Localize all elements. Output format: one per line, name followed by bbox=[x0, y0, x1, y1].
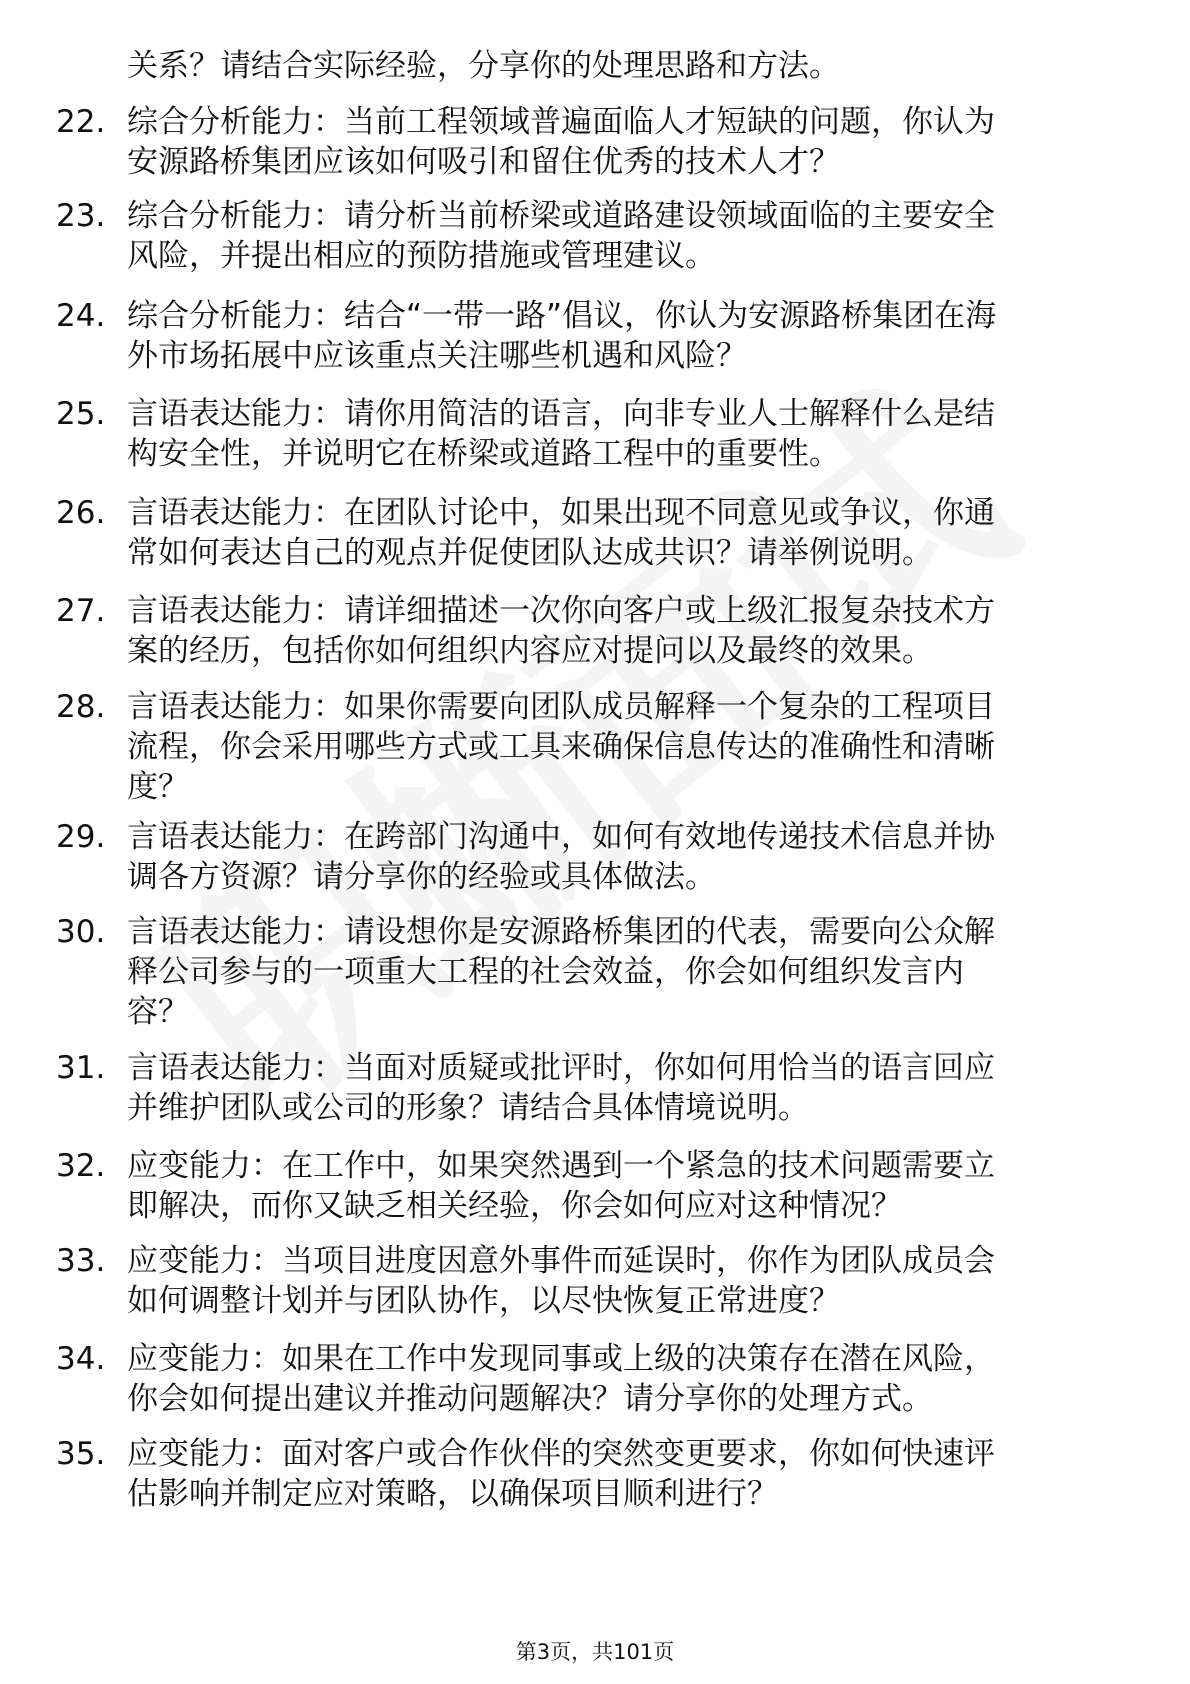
question-text bbox=[127, 1241, 1117, 1321]
question-line: 应变能力：当项目进度因意外事件而延误时，你作为团队成员会 bbox=[127, 1243, 995, 1279]
question-line: 言语表达能力：在跨部门沟通中，如何有效地传递技术信息并协 bbox=[127, 819, 995, 855]
question-number: 33. bbox=[56, 1243, 106, 1279]
question-line: 言语表达能力：请你用简洁的语言，向非专业人士解释什么是结 bbox=[127, 396, 995, 432]
question-number: 23. bbox=[56, 198, 106, 234]
question-number: 32. bbox=[56, 1148, 106, 1184]
question-line: 度？ bbox=[127, 769, 189, 805]
question-number: 35. bbox=[56, 1436, 106, 1472]
question-line: 构安全性，并说明它在桥梁或道路工程中的重要性。 bbox=[127, 436, 840, 472]
question-line: 应变能力：在工作中，如果突然遇到一个紧急的技术问题需要立 bbox=[127, 1148, 995, 1184]
question-text bbox=[127, 817, 1117, 897]
question-number: 31. bbox=[56, 1050, 106, 1086]
question-number: 26. bbox=[56, 495, 106, 531]
question-line: 应变能力：如果在工作中发现同事或上级的决策存在潜在风险， bbox=[127, 1341, 995, 1377]
question-number: 27. bbox=[56, 593, 106, 629]
question-number: 30. bbox=[56, 914, 106, 950]
question-text bbox=[127, 296, 1117, 376]
question-text bbox=[127, 1048, 1117, 1128]
question-number: 22. bbox=[56, 104, 106, 140]
question-text bbox=[127, 196, 1117, 276]
question-line: 言语表达能力：当面对质疑或批评时，你如何用恰当的语言回应 bbox=[127, 1050, 995, 1086]
question-text bbox=[127, 1146, 1117, 1226]
question-number: 25. bbox=[56, 396, 106, 432]
question-line: 综合分析能力：结合“一带一路”倡议，你认为安源路桥集团在海 bbox=[127, 298, 997, 334]
question-line: 言语表达能力：请设想你是安源路桥集团的代表，需要向公众解 bbox=[127, 914, 995, 950]
page-number-footer: 第3页，共101页 bbox=[515, 1640, 675, 1664]
question-line: 并维护团队或公司的形象？请结合具体情境说明。 bbox=[127, 1090, 809, 1126]
question-number: 24. bbox=[56, 298, 106, 334]
question-text bbox=[127, 1339, 1117, 1419]
continuation-text: 关系？请结合实际经验，分享你的处理思路和方法。 bbox=[127, 48, 840, 84]
question-text bbox=[127, 591, 1117, 671]
question-text bbox=[127, 493, 1117, 573]
question-line: 调各方资源？请分享你的经验或具体做法。 bbox=[127, 859, 716, 895]
question-line: 综合分析能力：请分析当前桥梁或道路建设领域面临的主要安全 bbox=[127, 198, 995, 234]
question-number: 28. bbox=[56, 689, 106, 725]
question-line: 即解决，而你又缺乏相关经验，你会如何应对这种情况？ bbox=[127, 1188, 902, 1224]
question-line: 容？ bbox=[127, 994, 189, 1030]
question-line: 综合分析能力：当前工程领域普遍面临人才短缺的问题，你认为 bbox=[127, 104, 995, 140]
question-line: 估影响并制定应对策略，以确保项目顺利进行？ bbox=[127, 1476, 778, 1512]
question-line: 言语表达能力：如果你需要向团队成员解释一个复杂的工程项目 bbox=[127, 689, 995, 725]
question-line: 外市场拓展中应该重点关注哪些机遇和风险？ bbox=[127, 338, 747, 374]
question-text bbox=[127, 687, 1117, 807]
question-text bbox=[127, 912, 1117, 1032]
question-line: 应变能力：面对客户或合作伙伴的突然变更要求，你如何快速评 bbox=[127, 1436, 995, 1472]
question-line: 如何调整计划并与团队协作，以尽快恢复正常进度？ bbox=[127, 1283, 840, 1319]
question-line: 释公司参与的一项重大工程的社会效益，你会如何组织发言内 bbox=[127, 954, 964, 990]
question-line: 风险，并提出相应的预防措施或管理建议。 bbox=[127, 238, 716, 274]
question-text bbox=[127, 394, 1117, 474]
question-number: 34. bbox=[56, 1341, 106, 1377]
question-line: 流程，你会采用哪些方式或工具来确保信息传达的准确性和清晰 bbox=[127, 729, 995, 765]
question-line: 安源路桥集团应该如何吸引和留住优秀的技术人才？ bbox=[127, 144, 840, 180]
question-line: 你会如何提出建议并推动问题解决？请分享你的处理方式。 bbox=[127, 1381, 933, 1417]
question-text bbox=[127, 102, 1117, 182]
question-text bbox=[127, 1434, 1117, 1514]
question-line: 案的经历，包括你如何组织内容应对提问以及最终的效果。 bbox=[127, 633, 933, 669]
question-line: 言语表达能力：在团队讨论中，如果出现不同意见或争议，你通 bbox=[127, 495, 995, 531]
question-line: 常如何表达自己的观点并促使团队达成共识？请举例说明。 bbox=[127, 535, 933, 571]
question-line: 言语表达能力：请详细描述一次你向客户或上级汇报复杂技术方 bbox=[127, 593, 995, 629]
question-number: 29. bbox=[56, 819, 106, 855]
